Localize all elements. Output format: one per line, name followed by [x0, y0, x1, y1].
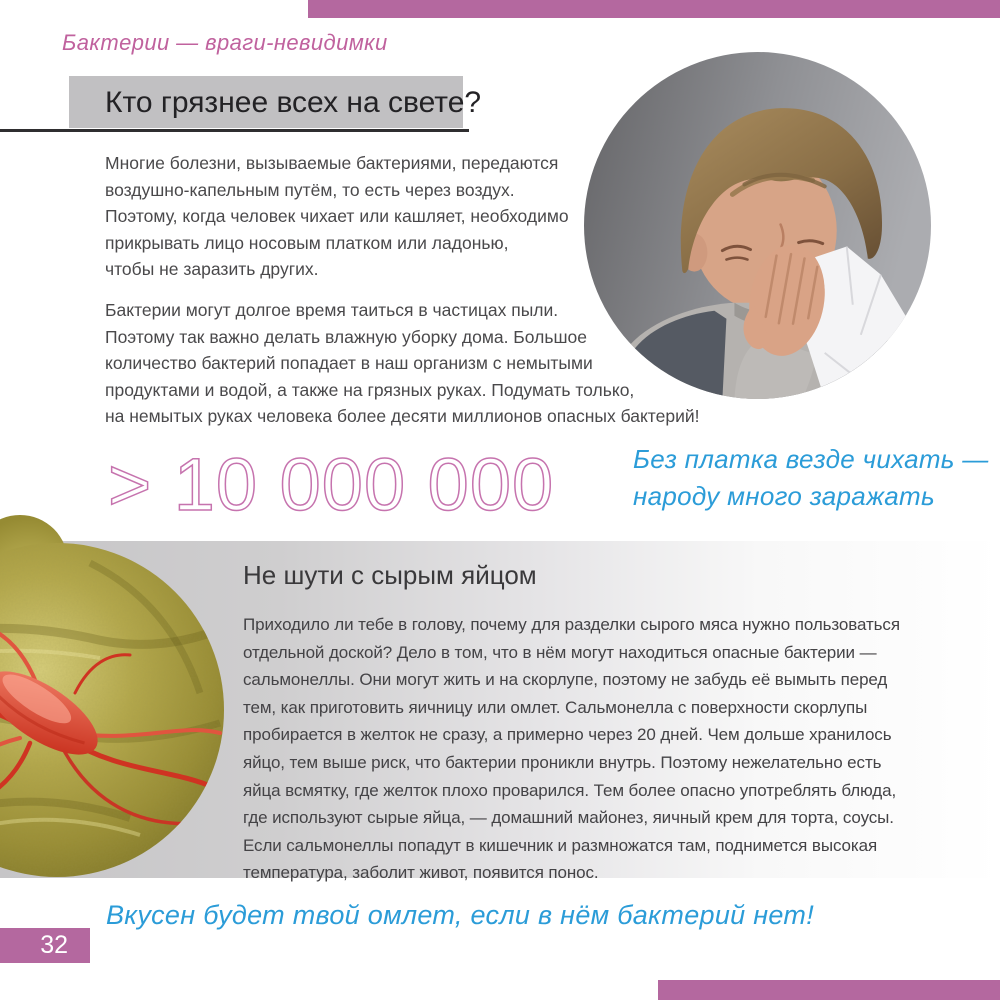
chapter-heading-box — [69, 76, 482, 128]
bottom-accent-bar — [658, 980, 1000, 1000]
text-line: прикрывать лицо носовым платком или ладонью, — [105, 232, 509, 253]
text-line: отдельной доской? Дело в том, что в нём могут находиться опасные бактерии — — [243, 642, 877, 662]
text-line: где используют сырые яйца, — домашний майонез, яичный крем для торта, соусы. — [243, 808, 894, 828]
text-line: пробирается в желток не сразу, а примерно через 20 дней. Чем дольше хранилось — [243, 725, 892, 745]
text-line: Бактерии могут долгое время таиться в частицах пыли. — [105, 300, 559, 320]
text-line: Приходило ли тебе в голову, почему для разделки сырого мяса нужно пользоваться — [243, 615, 900, 634]
page-number-bar — [0, 928, 90, 963]
text-line: Поэтому так важно делать влажную уборку дома. Большое — [105, 326, 587, 347]
chapter-heading: Кто грязнее всех на свете? — [105, 86, 482, 119]
big-number-graphic — [106, 438, 636, 526]
text-line: температура, заболит живот, появится понос. — [243, 863, 599, 883]
text-line: яйцо, тем выше риск, что бактерии проникли внутрь. Поэтому нежелательно есть — [243, 752, 882, 772]
text-line: продуктами и водой, а также на грязных руках. Подумать только, — [105, 379, 635, 400]
text-line: сальмонеллы. Они могут жить и на скорлупе, поэтому не забудь её вымыть перед — [243, 670, 888, 690]
big-number-text: > 10 000 000 — [108, 443, 555, 526]
handwritten-note-sneeze — [633, 441, 989, 515]
text-line: чтобы не заразить других. — [105, 259, 319, 279]
text-line: тем, как приготовить яичницу или омлет. Сальмонелла с поверхности скорлупы — [243, 697, 868, 717]
text-line: Если сальмонеллы попадут в кишечник и размножатся там, поднимется высокая — [243, 835, 878, 855]
heading-underline — [0, 129, 469, 132]
text-line: Поэтому, когда человек чихает или кашляет, необходимо — [105, 206, 569, 226]
top-accent-bar — [308, 0, 1000, 18]
note-line: народу много заражать — [633, 481, 935, 511]
text-line: количество бактерий попадает в наш организм с немытыми — [105, 353, 593, 373]
boy-sneezing-illustration — [584, 52, 931, 399]
intro-paragraph-1 — [105, 150, 569, 283]
boy-sneezing-photo — [584, 52, 931, 399]
page-number: 32 — [40, 931, 68, 959]
series-title: Бактерии — враги-невидимки — [62, 30, 388, 55]
handwritten-slogan: Вкусен будет твой омлет, если в нём бактерий нет! — [105, 900, 815, 930]
text-line: яйца всмятку, где желток плохо проварился. Тем более опасно употреблять блюда, — [243, 780, 897, 800]
text-line: на немытых руках человека более десяти миллионов опасных бактерий! — [105, 406, 700, 426]
text-line: воздушно-капельным путём, то есть через воздух. — [105, 179, 515, 200]
note-line: Без платка везде чихать — — [633, 444, 989, 474]
text-line: Многие болезни, вызываемые бактериями, передаются — [105, 153, 559, 173]
egg-section-title: Не шути с сырым яйцом — [243, 560, 537, 590]
egg-section-paragraph — [243, 611, 900, 887]
